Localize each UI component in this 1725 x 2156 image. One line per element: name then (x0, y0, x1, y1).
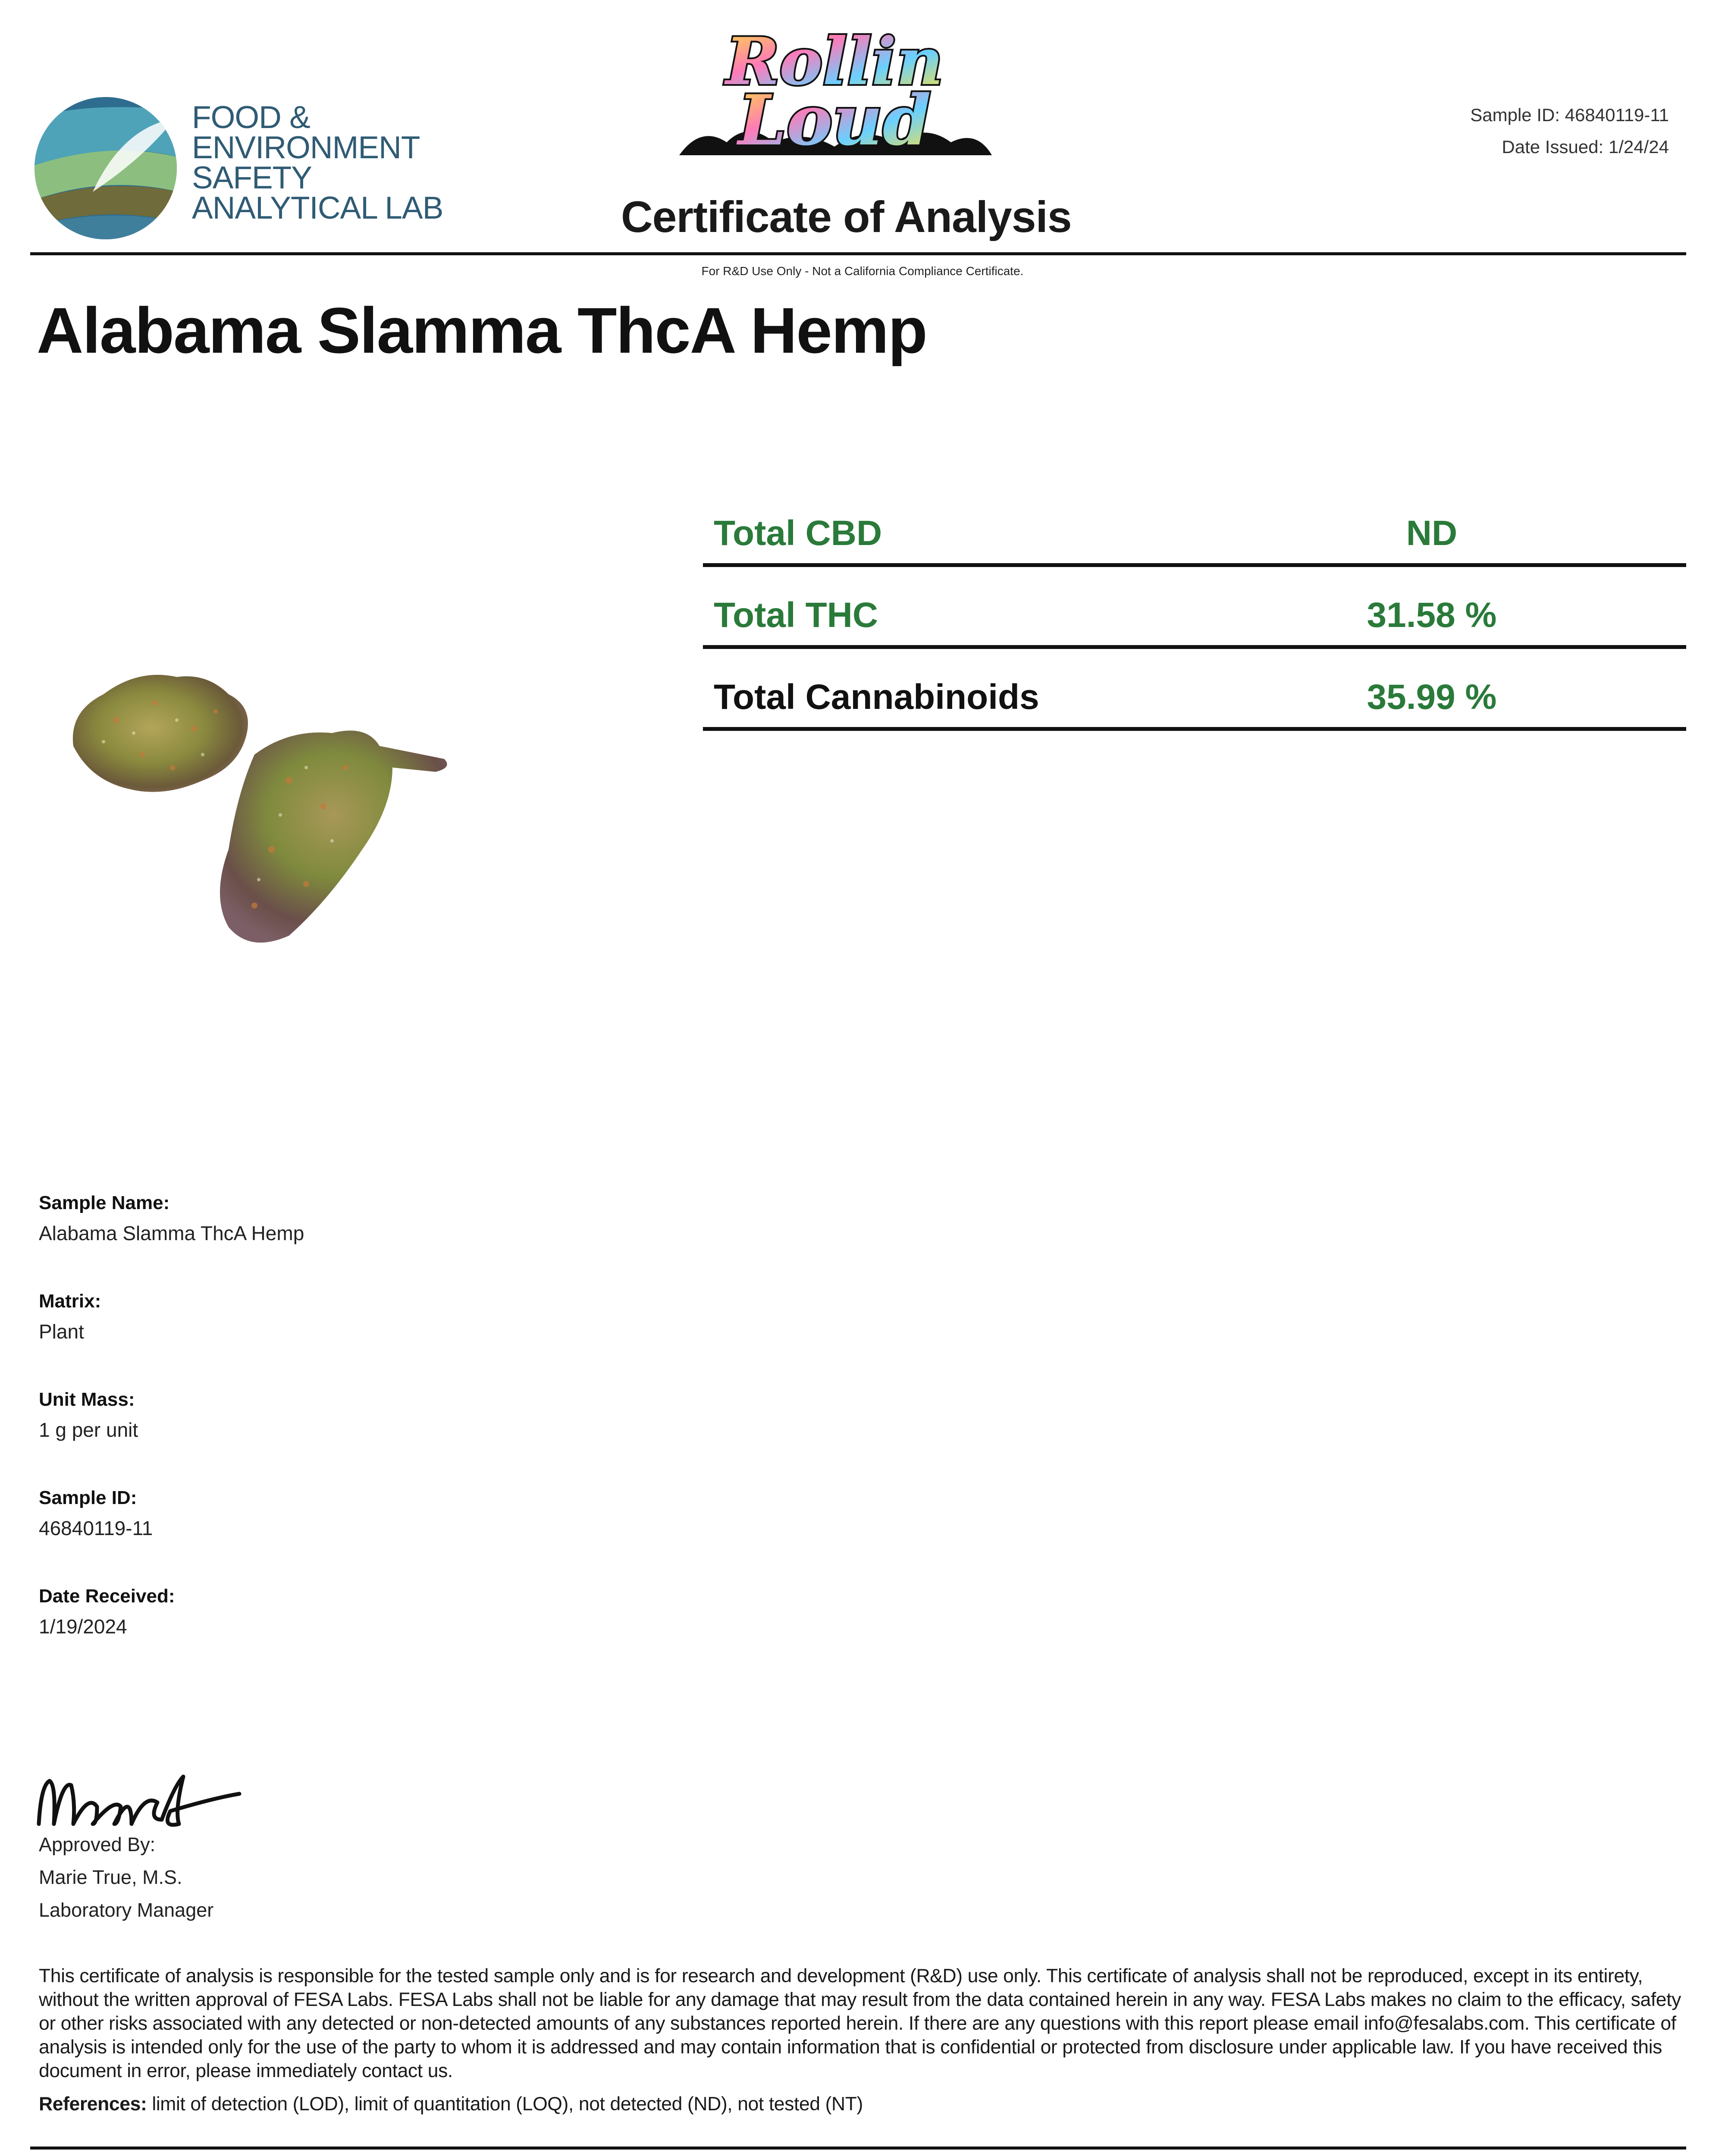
sample-info-field (39, 1188, 643, 1286)
svg-text:Loud: Loud (738, 80, 931, 161)
sample-info-field (39, 1581, 643, 1680)
rollin-loud-logo (675, 13, 994, 168)
compliance-disclaimer: For R&D Use Only - Not a California Compliance Certificate. (701, 264, 1024, 278)
page-title: Certificate of Analysis (621, 192, 1072, 241)
lab-name (192, 100, 468, 226)
lab-name-line: FOOD & (192, 100, 310, 135)
field-label: Sample ID: (39, 1487, 137, 1508)
product-title: Alabama Slamma ThcA Hemp (37, 294, 927, 367)
references (39, 2093, 863, 2115)
sample-id: Sample ID: 46840119-11 (1470, 105, 1669, 125)
field-value: 46840119-11 (39, 1517, 153, 1539)
summary-value: ND (1406, 514, 1458, 553)
product-photo (65, 625, 496, 957)
potency-summary-table (703, 485, 1686, 731)
summary-value: 35.99 % (1367, 677, 1497, 717)
legal-disclaimer: This certificate of analysis is responsible for the tested sample only and is for research and development (R&D) use only. This certificate of analysis shall not be reproduced, except in its entirety, without the written approval of FESA Labs. FESA Labs shall not be liable for any damage that may result from the data contained herein in any way. FESA Labs makes no claim to the efficacy, safety or other risks associated with any detected or non-detected amounts of any substances reported herein. If there are any questions with this report please email info@fesalabs.com. This certificate of analysis is intended only for the use of the party to whom it is addressed and may contain information that is confidential or protected from disclosure under applicable law. If you have received this document in error, please immediately contact us. (39, 1965, 1681, 2081)
references-label: References: (39, 2093, 147, 2115)
lab-name-line: SAFETY (192, 160, 312, 195)
field-value: Alabama Slamma ThcA Hemp (39, 1222, 304, 1244)
field-label: Matrix: (39, 1291, 101, 1312)
lab-name-line: ANALYTICAL LAB (192, 191, 443, 226)
field-label: Sample Name: (39, 1192, 170, 1213)
approved-by-label: Approved By: (39, 1833, 156, 1855)
svg-text:Rollin: Rollin (725, 24, 944, 100)
summary-label: Total THC (714, 595, 878, 635)
approval-block (39, 1828, 213, 1927)
summary-label: Total Cannabinoids (714, 677, 1039, 717)
lab-name-line: ENVIRONMENT (192, 130, 420, 165)
summary-row (703, 567, 1686, 649)
footer-divider (30, 2147, 1686, 2150)
date-issued: Date Issued: 1/24/24 (1502, 137, 1669, 157)
summary-value: 31.58 % (1367, 595, 1497, 635)
field-value: 1/19/2024 (39, 1615, 127, 1638)
approver-title: Laboratory Manager (39, 1899, 214, 1921)
approver-name: Marie True, M.S. (39, 1866, 182, 1888)
summary-row (703, 649, 1686, 731)
sample-info-field (39, 1286, 643, 1385)
sample-info-field (39, 1385, 643, 1483)
sample-info (39, 1188, 643, 1680)
field-value: Plant (39, 1320, 84, 1343)
field-value: 1 g per unit (39, 1419, 138, 1441)
references-text: limit of detection (LOD), limit of quantitation (LOQ), not detected (ND), not tested (NT) (147, 2093, 863, 2115)
fesa-lab-logo-icon (32, 93, 179, 244)
sample-info-field (39, 1483, 643, 1581)
field-label: Unit Mass: (39, 1389, 135, 1410)
summary-label: Total CBD (714, 514, 882, 553)
header-divider (30, 252, 1686, 255)
field-label: Date Received: (39, 1586, 175, 1607)
summary-row (703, 485, 1686, 567)
header-meta (1470, 99, 1669, 163)
